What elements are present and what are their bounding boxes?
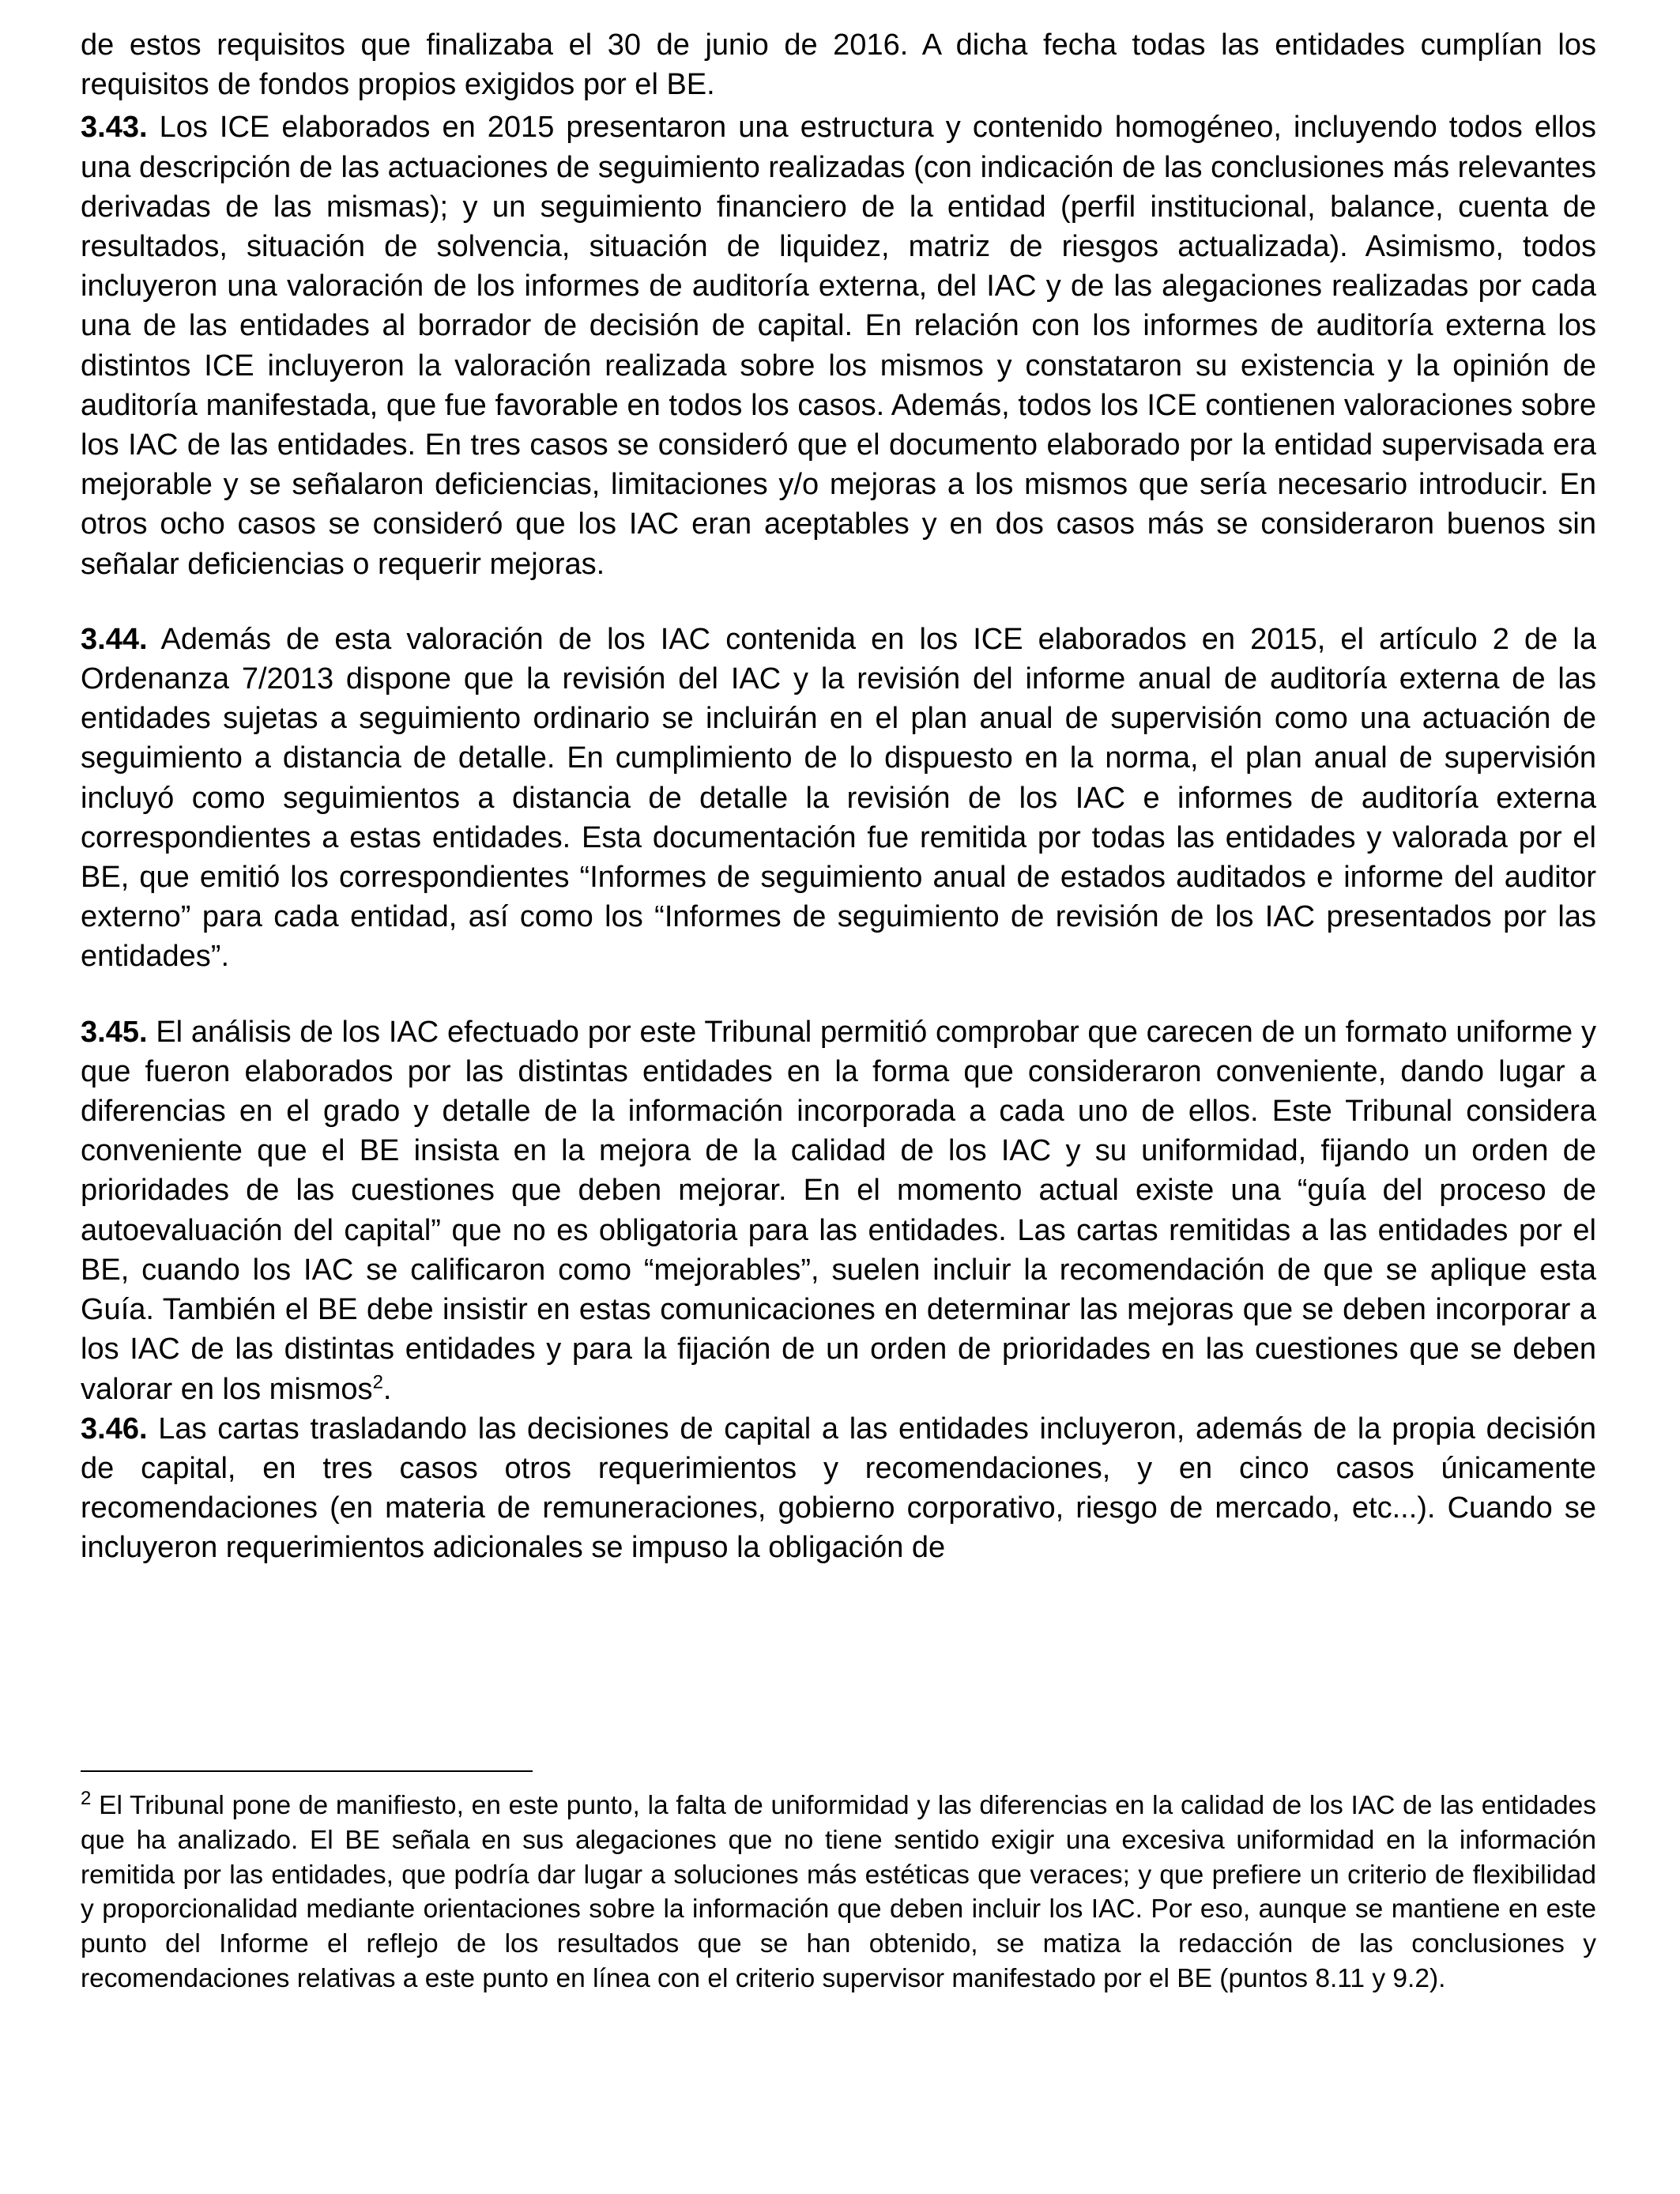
paragraph-continuation (81, 25, 1596, 104)
paragraph-text: El análisis de los IAC efectuado por este Tribunal permitió comprobar que carecen de un formato uniforme y que fueron elaborados por las distintas entidades en la forma que consideraron conveniente, dando lugar a diferencias en el grado y detalle de la información incorporada a cada uno de ellos. Este Tribunal considera conveniente que el BE insista en la mejora de la calidad de los IAC y su uniformidad, fijando un orden de prioridades de las cuestiones que deben mejorar. En el momento actual existe una “guía del proceso de autoevaluación del capital” que no es obligatoria para las entidades. Las cartas remitidas a las entidades por el BE, cuando los IAC se calificaron como “mejorables”, suelen incluir la recomendación de que se aplique esta Guía. También el BE debe insistir en estas comunicaciones en determinar las mejoras que se deben incorporar a los IAC de las distintas entidades y para la fijación de un orden de prioridades en las cuestiones que se deben valorar en los mismos (81, 1015, 1596, 1406)
paragraph-number: 3.43. (81, 111, 148, 145)
paragraph-text: Además de esta valoración de los IAC contenida en los ICE elaborados en 2015, el artículo 2 de la Ordenanza 7/2013 dispone que la revisión del IAC y la revisión del informe anual de auditoría externa de las entidades sujetas a seguimiento ordinario se incluirán en el plan anual de supervisión como una actuación de seguimiento a distancia de detalle. En cumplimiento de lo dispuesto en la norma, el plan anual de supervisión incluyó como seguimientos a distancia de detalle la revisión de los IAC e informes de auditoría externa correspondientes a estas entidades. Esta documentación fue remitida por todas las entidades y valorada por el BE, que emitió los correspondientes “Informes de seguimiento anual de estados auditados e informe del auditor externo” para cada entidad, así como los “Informes de seguimiento de revisión de los IAC presentados por las entidades”. (81, 622, 1596, 974)
footnote-reference[interactable]: 2 (372, 1370, 383, 1393)
paragraph-tail: . (382, 1372, 392, 1406)
paragraph-number: 3.46. (81, 1412, 148, 1446)
footnote-separator (81, 1770, 533, 1772)
document-body (81, 25, 1596, 1568)
paragraph-3-45 (81, 1012, 1596, 1409)
paragraph-text: Los ICE elaborados en 2015 presentaron una estructura y contenido homogéneo, incluyendo todos ellos una descripción de las actuaciones de seguimiento realizadas (con indicación de las conclusiones más relevantes derivadas de las mismas); y un seguimiento financiero de la entidad (perfil institucional, balance, cuenta de resultados, situación de solvencia, situación de liquidez, matriz de riesgos actualizada). Asimismo, todos incluyeron una valoración de los informes de auditoría externa, del IAC y de las alegaciones realizadas por cada una de las entidades al borrador de decisión de capital. En relación con los informes de auditoría externa los distintos ICE incluyeron la valoración realizada sobre los mismos y constataron su existencia y la opinión de auditoría manifestada, que fue favorable en todos los casos. Además, todos los ICE contienen valoraciones sobre los IAC de las entidades. En tres casos se consideró que el documento elaborado por la entidad supervisada era mejorable y se señalaron deficiencias, limitaciones y/o mejoras a los mismos que sería necesario introducir. En otros ocho casos se consideró que los IAC eran aceptables y en dos casos más se consideraron buenos sin señalar deficiencias o requerir mejoras. (81, 111, 1596, 581)
paragraph-3-46 (81, 1409, 1596, 1568)
paragraph-text: Las cartas trasladando las decisiones de capital a las entidades incluyeron, además de la propia decisión de capital, en tres casos otros requerimientos y recomendaciones, y en cinco casos únicamente recomendaciones (en materia de remuneraciones, gobierno corporativo, riesgo de mercado, etc...). Cuando se incluyeron requerimientos adicionales se impuso la obligación de (81, 1412, 1596, 1565)
footnote-text: El Tribunal pone de manifiesto, en este punto, la falta de uniformidad y las diferencias en la calidad de los IAC de las entidades que ha analizado. El BE señala en sus alegaciones que no tiene sentido exigir una excesiva uniformidad en la información remitida por las entidades, que podría dar lugar a soluciones más estéticas que veraces; y que prefiere un criterio de flexibilidad y proporcionalidad mediante orientaciones sobre la información que deben incluir los IAC. Por eso, aunque se mantiene en este punto del Informe el reflejo de los resultados que se han obtenido, se matiza la redacción de las conclusiones y recomendaciones relativas a este punto en línea con el criterio supervisor manifestado por el BE (puntos 8.11 y 9.2). (81, 1791, 1596, 1993)
paragraph-3-43 (81, 107, 1596, 583)
paragraph-number: 3.45. (81, 1015, 148, 1049)
paragraph-text: de estos requisitos que finalizaba el 30 de junio de 2016. A dicha fecha todas las entidades cumplían los requisitos de fondos propios exigidos por el BE. (81, 28, 1596, 102)
footnote-marker: 2 (81, 1787, 92, 1809)
paragraph-3-44 (81, 620, 1596, 977)
paragraph-number: 3.44. (81, 622, 148, 656)
footnote (81, 1789, 1596, 1996)
